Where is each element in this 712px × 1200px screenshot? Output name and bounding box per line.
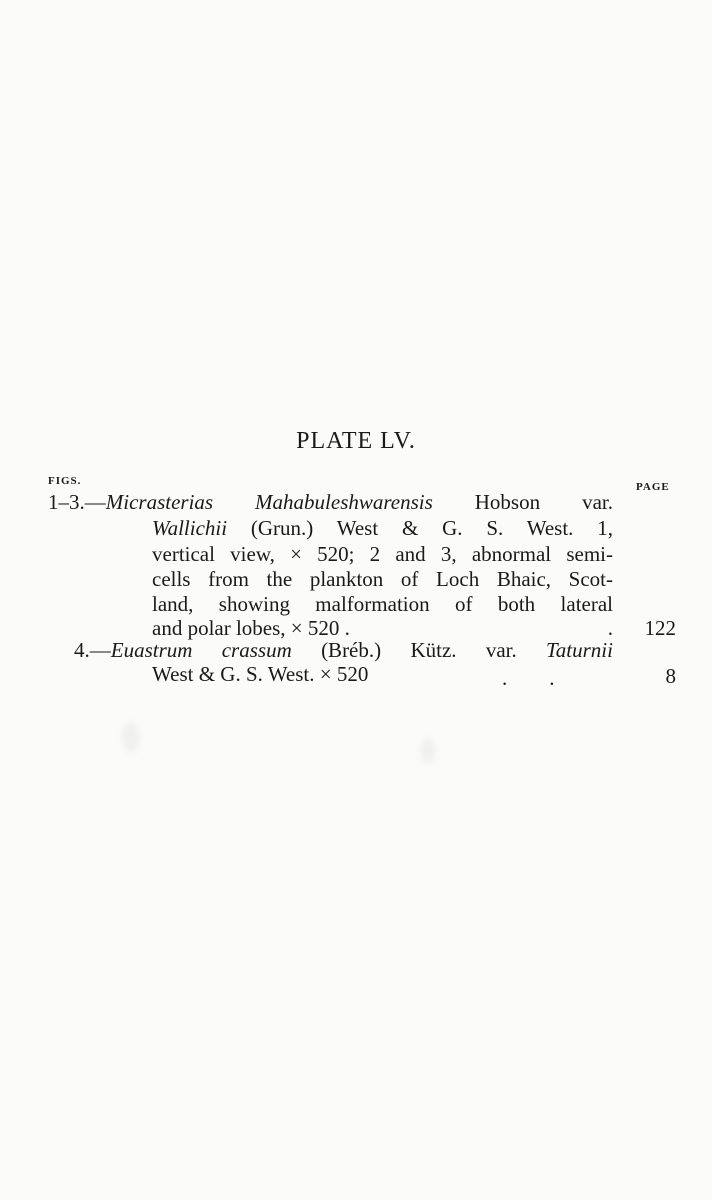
entry-1-species: Micrasterias Mahabuleshwarensis bbox=[105, 490, 433, 514]
paper-smudge bbox=[420, 738, 436, 764]
entry-1-variety-name: Wallichii bbox=[152, 516, 228, 540]
entry-1-line-1-rest: Hobson var. bbox=[432, 490, 613, 514]
entry-1-line-2 bbox=[152, 516, 613, 540]
entry-2-species: Euastrum crassum bbox=[110, 638, 292, 662]
entry-2-line-2 bbox=[152, 662, 613, 690]
entry-1-line-6 bbox=[152, 616, 613, 640]
entry-2-figs: 4. bbox=[74, 638, 90, 662]
entry-1-figs: 1–3. bbox=[48, 490, 85, 514]
entry-2-line-1-mid: (Bréb.) Kütz. var. bbox=[291, 638, 547, 662]
entry-1-line-2-rest: (Grun.) West & G. S. West. 1, bbox=[227, 516, 613, 540]
entry-1-line-4: cells from the plankton of Loch Bhaic, Scot- bbox=[152, 567, 613, 591]
entry-2-line-2-text: West & G. S. West. × 520 bbox=[152, 662, 369, 686]
paper-smudge bbox=[122, 722, 140, 752]
entry-1-line-5: land, showing malformation of both lateral bbox=[152, 592, 613, 616]
entry-1-leader-dots: . bbox=[607, 616, 613, 640]
entry-2-variety-name: Taturnii bbox=[546, 638, 613, 662]
page-column-label: PAGE bbox=[636, 481, 670, 493]
entry-2-leader-dots: . . bbox=[502, 666, 555, 690]
entry-2-page-number: 8 bbox=[665, 664, 676, 688]
entry-1-page-number: 122 bbox=[644, 616, 676, 640]
figs-column-label: FIGS. bbox=[48, 475, 82, 487]
entry-1-line-6-text: and polar lobes, × 520 . bbox=[152, 616, 350, 640]
entry-2-dash: — bbox=[89, 638, 111, 662]
entry-2-line-1 bbox=[74, 638, 613, 662]
plate-title: PLATE LV. bbox=[296, 428, 416, 454]
entry-1-line-3: vertical view, × 520; 2 and 3, abnormal semi- bbox=[152, 542, 613, 566]
entry-1-line-1 bbox=[48, 490, 613, 514]
entry-1-dash: — bbox=[84, 490, 106, 514]
